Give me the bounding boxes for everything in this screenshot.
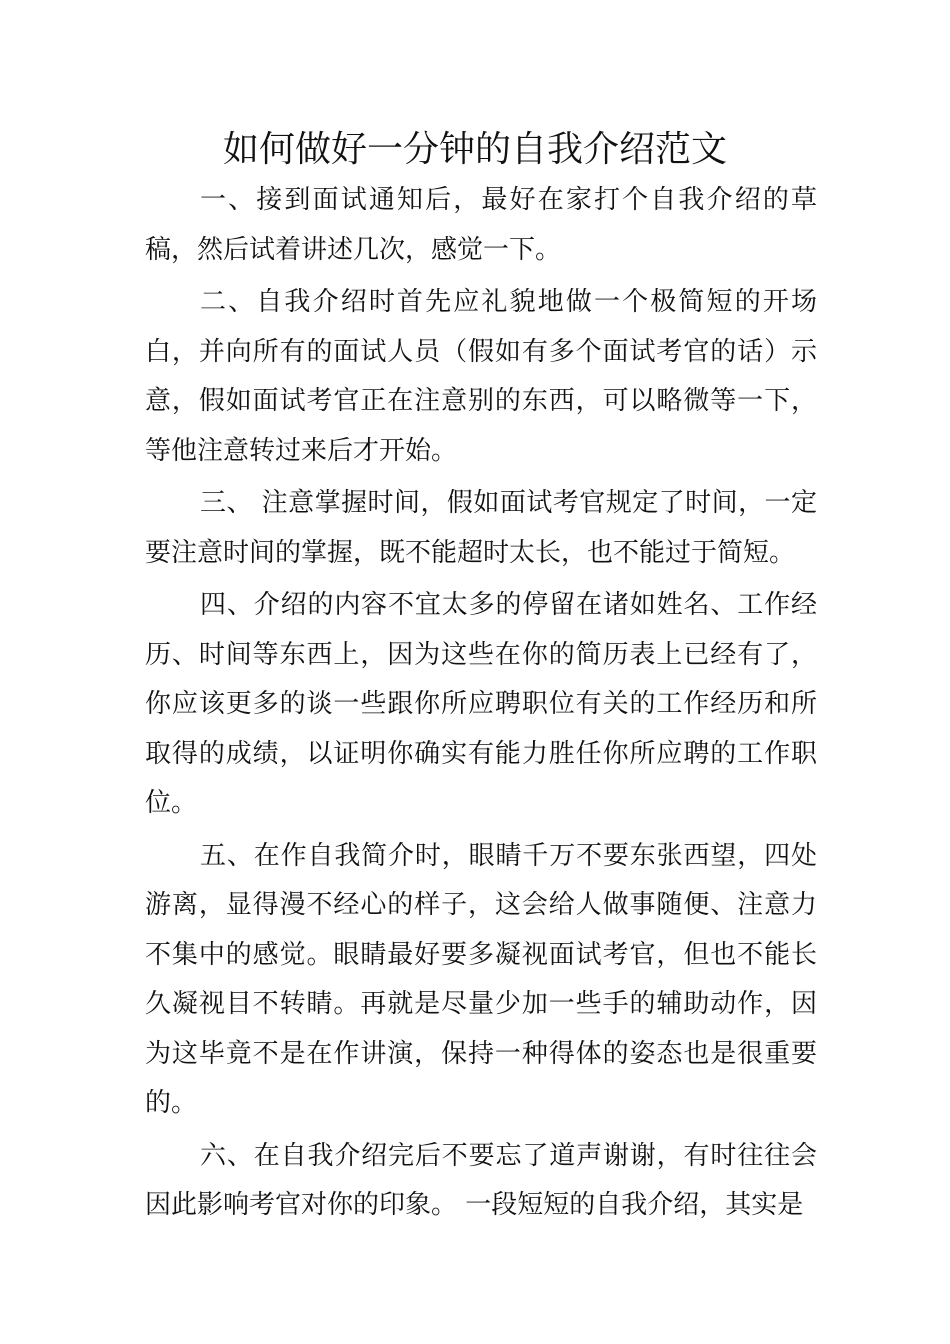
paragraph-4: 四、介绍的内容不宜太多的停留在诸如姓名、工作经历、时间等东西上，因为这些在你的简历表上已经有了，你应该更多的谈一些跟你所应聘职位有关的工作经历和所取得的成绩，以证明你确实有能力胜任你所应聘的工作职位。 xyxy=(145,590,817,818)
document-body xyxy=(145,176,817,1231)
paragraph-2: 二、自我介绍时首先应礼貌地做一个极简短的开场白，并向所有的面试人员（假如有多个面试考官的话）示意，假如面试考官正在注意别的东西，可以略微等一下，等他注意转过来后才开始。 xyxy=(145,287,817,466)
paragraph-1: 一、接到面试通知后，最好在家打个自我介绍的草稿，然后试着讲述几次，感觉一下。 xyxy=(145,185,817,265)
paragraph-3: 三、 注意掌握时间，假如面试考官规定了时间，一定要注意时间的掌握，既不能超时太长，也不能过于简短。 xyxy=(145,488,817,568)
document-title: 如何做好一分钟的自我介绍范文 xyxy=(222,129,727,170)
paragraph-5: 五、在作自我简介时，眼睛千万不要东张西望，四处游离，显得漫不经心的样子，这会给人做事随便、注意力不集中的感觉。眼睛最好要多凝视面试考官，但也不能长久凝视目不转睛。再就是尽量少加一些手的辅助动作，因为这毕竟不是在作讲演，保持一种得体的姿态也是很重要的。 xyxy=(145,840,817,1118)
paragraph-6: 六、在自我介绍完后不要忘了道声谢谢，有时往往会因此影响考官对你的印象。 一段短短的自我介绍，其实是 xyxy=(145,1140,817,1220)
